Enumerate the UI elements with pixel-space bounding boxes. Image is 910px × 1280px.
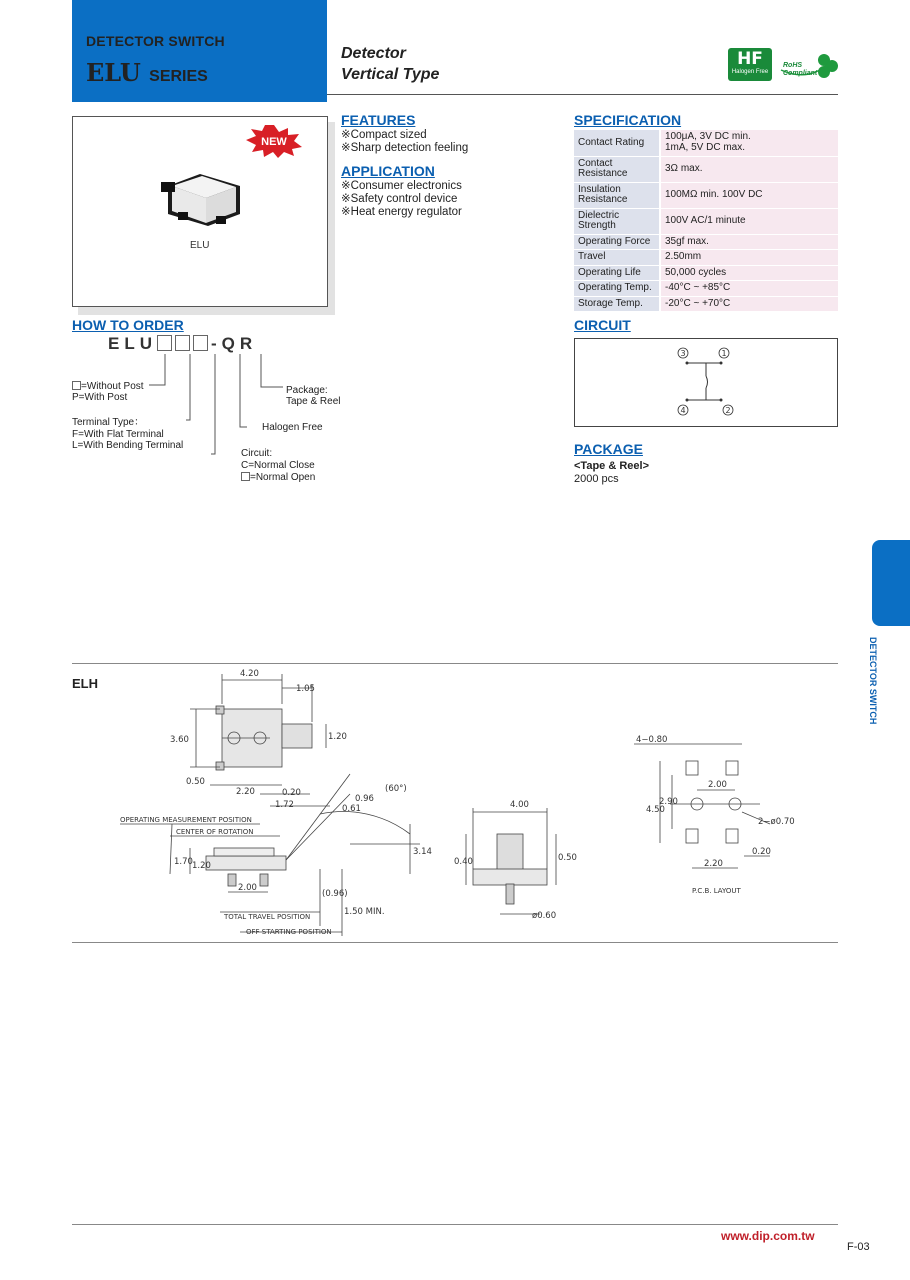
application-item: ※Consumer electronics <box>341 180 462 192</box>
hf-logo-letters: HF <box>737 49 763 69</box>
table-row <box>574 208 838 234</box>
pin-3-label: 3 <box>680 349 686 358</box>
package-option-value: Tape & Reel <box>286 396 341 407</box>
dim-angle-60: (60°) <box>385 784 407 794</box>
series-word: SERIES <box>149 68 208 85</box>
specification-table <box>574 130 838 312</box>
spec-value: 100MΩ min. 100V DC <box>660 182 838 208</box>
pin-2-label: 2 <box>725 406 731 415</box>
spec-value: 100V AC/1 minute <box>660 208 838 234</box>
order-prefix: ELU <box>108 334 157 353</box>
drawing-bottom-rule <box>72 942 838 943</box>
new-starburst-badge <box>244 124 304 158</box>
application-list <box>341 180 462 219</box>
dim-end-0-50: 0.50 <box>558 853 577 863</box>
order-slot-circuit <box>193 335 208 351</box>
circuit-box-text: =Normal Open <box>250 472 316 483</box>
dim-1-72: 1.72 <box>275 800 294 810</box>
spec-value <box>660 130 838 156</box>
dim-1-20: 1.20 <box>328 732 347 742</box>
order-slot-post <box>157 335 172 351</box>
rohs-logo-text <box>783 62 817 78</box>
dim-end-4-00: 4.00 <box>510 800 529 810</box>
spec-value: 3Ω max. <box>660 156 838 182</box>
dim-3-60: 3.60 <box>170 735 189 745</box>
spec-label: Operating Force <box>574 234 660 250</box>
terminal-type-l: L=With Bending Terminal <box>72 440 184 451</box>
dim-1-70: 1.70 <box>174 857 193 867</box>
header-rule <box>327 94 838 95</box>
dim-pcb-2-00: 2.00 <box>708 780 727 790</box>
dim-pcb-4-50: 4.50 <box>646 805 665 815</box>
page-number: F-03 <box>847 1241 870 1253</box>
terminal-type-f: F=With Flat Terminal <box>72 429 164 440</box>
order-suffix: -QR <box>211 334 258 353</box>
product-image-switch <box>158 168 248 228</box>
side-tab-label: DETECTOR SWITCH <box>868 637 878 725</box>
dim-pcb-0-20: 0.20 <box>752 847 771 857</box>
application-item: ※Safety control device <box>341 193 458 205</box>
table-row <box>574 234 838 250</box>
order-post-option <box>72 381 144 392</box>
pcb-layout-title: P.C.B. LAYOUT <box>692 887 741 895</box>
table-row <box>574 265 838 281</box>
dim-end-0-40: 0.40 <box>454 857 473 867</box>
spec-label: Travel <box>574 250 660 266</box>
specification-heading: SPECIFICATION <box>574 112 682 128</box>
spec-value: -40°C ~ +85°C <box>660 281 838 297</box>
drawing-label: ELH <box>72 676 98 691</box>
pin-4-label: 4 <box>680 406 686 415</box>
center-rotation-label: CENTER OF ROTATION <box>176 828 254 836</box>
dim-pcb-holes: 2−ø0.70 <box>758 817 795 827</box>
empty-box-symbol <box>72 381 81 390</box>
table-row <box>574 296 838 312</box>
features-list <box>341 129 468 155</box>
dim-pcb-pads: 4−0.80 <box>636 735 668 745</box>
application-heading: APPLICATION <box>341 163 435 179</box>
post-box-text: =Without Post <box>81 381 144 392</box>
order-code <box>108 334 257 354</box>
dim-0-50: 0.50 <box>186 777 205 787</box>
series-title <box>86 58 208 87</box>
dim-end-dia: ø0.60 <box>532 911 557 921</box>
halogen-free-logo <box>728 48 772 81</box>
dim-w420: 4.20 <box>240 669 259 679</box>
table-row <box>574 156 838 182</box>
table-row <box>574 130 838 156</box>
dim-0-96: 0.96 <box>355 794 374 804</box>
circuit-option-title: Circuit: <box>241 448 273 459</box>
hf-logo-caption: Halogen Free <box>731 69 769 75</box>
features-heading: FEATURES <box>341 112 416 128</box>
order-post-p: P=With Post <box>72 392 128 403</box>
rohs-word: RoHS <box>783 62 803 69</box>
photo-caption: ELU <box>190 240 210 251</box>
dim-pcb-2-20: 2.20 <box>704 859 723 869</box>
spec-label: Contact Rating <box>574 130 660 156</box>
spec-label: Contact Resistance <box>574 156 660 182</box>
feature-item: ※Sharp detection feeling <box>341 142 469 154</box>
circuit-heading: CIRCUIT <box>574 317 631 333</box>
dim-0-20: 0.20 <box>282 788 301 798</box>
spec-value: 35gf max. <box>660 234 838 250</box>
spec-value: -20°C ~ +70°C <box>660 296 838 312</box>
package-option-title: Package: <box>286 385 328 396</box>
spec-value-line: 100μA, 3V DC min. 1mA, 5V DC max. <box>665 131 751 153</box>
off-start-label: OFF STARTING POSITION <box>246 928 332 936</box>
halogen-free-option: Halogen Free <box>262 422 323 433</box>
dim-1-05: 1.05 <box>296 684 315 694</box>
category-title: DETECTOR SWITCH <box>86 33 225 49</box>
total-travel-label: TOTAL TRAVEL POSITION <box>224 913 311 921</box>
package-heading: PACKAGE <box>574 441 643 457</box>
feature-item: ※Compact sized <box>341 129 427 141</box>
order-slot-terminal <box>175 335 190 351</box>
footer-rule <box>72 1224 838 1225</box>
application-item: ※Heat energy regulator <box>341 206 462 218</box>
table-row <box>574 250 838 266</box>
dim-0-61: 0.61 <box>342 804 361 814</box>
package-type: <Tape & Reel> <box>574 460 649 472</box>
operating-position-label: OPERATING MEASUREMENT POSITION <box>120 816 252 824</box>
footer-url[interactable]: www.dip.com.tw <box>721 1229 815 1243</box>
how-to-order-heading: HOW TO ORDER <box>72 317 184 333</box>
new-badge-text: NEW <box>261 136 287 148</box>
dimension-drawing <box>110 664 840 942</box>
dim-2-20: 2.20 <box>236 787 255 797</box>
pin-1-label: 1 <box>721 349 727 358</box>
spec-label: Dielectric Strength <box>574 208 660 234</box>
spec-label: Operating Temp. <box>574 281 660 297</box>
compliant-word: Compliant <box>783 70 818 77</box>
circuit-option-c: C=Normal Close <box>241 460 315 471</box>
spec-label: Storage Temp. <box>574 296 660 312</box>
dim-2-00: 2.00 <box>238 883 257 893</box>
circuit-schematic <box>574 338 838 427</box>
dim-pcb-2-90: 2.90 <box>659 797 678 807</box>
terminal-type-title: Terminal Type： <box>72 417 145 428</box>
model-name: ELU <box>86 58 141 87</box>
subtitle-line-1: Detector <box>341 45 406 62</box>
dim-1-50-min: 1.50 MIN. <box>344 907 385 917</box>
dim-0-96-paren: (0.96) <box>322 889 348 899</box>
spec-value: 2.50mm <box>660 250 838 266</box>
empty-box-symbol <box>241 472 250 481</box>
subtitle-line-2: Vertical Type <box>341 66 440 83</box>
dim-3-14: 3.14 <box>413 847 432 857</box>
circuit-option-open <box>241 472 315 483</box>
package-qty: 2000 pcs <box>574 473 619 485</box>
spec-label: Insulation Resistance <box>574 182 660 208</box>
table-row <box>574 182 838 208</box>
table-row <box>574 281 838 297</box>
dim-1-20-side: 1.20 <box>192 861 211 871</box>
spec-label: Operating Life <box>574 265 660 281</box>
spec-value: 50,000 cycles <box>660 265 838 281</box>
side-tab-marker <box>872 540 910 626</box>
